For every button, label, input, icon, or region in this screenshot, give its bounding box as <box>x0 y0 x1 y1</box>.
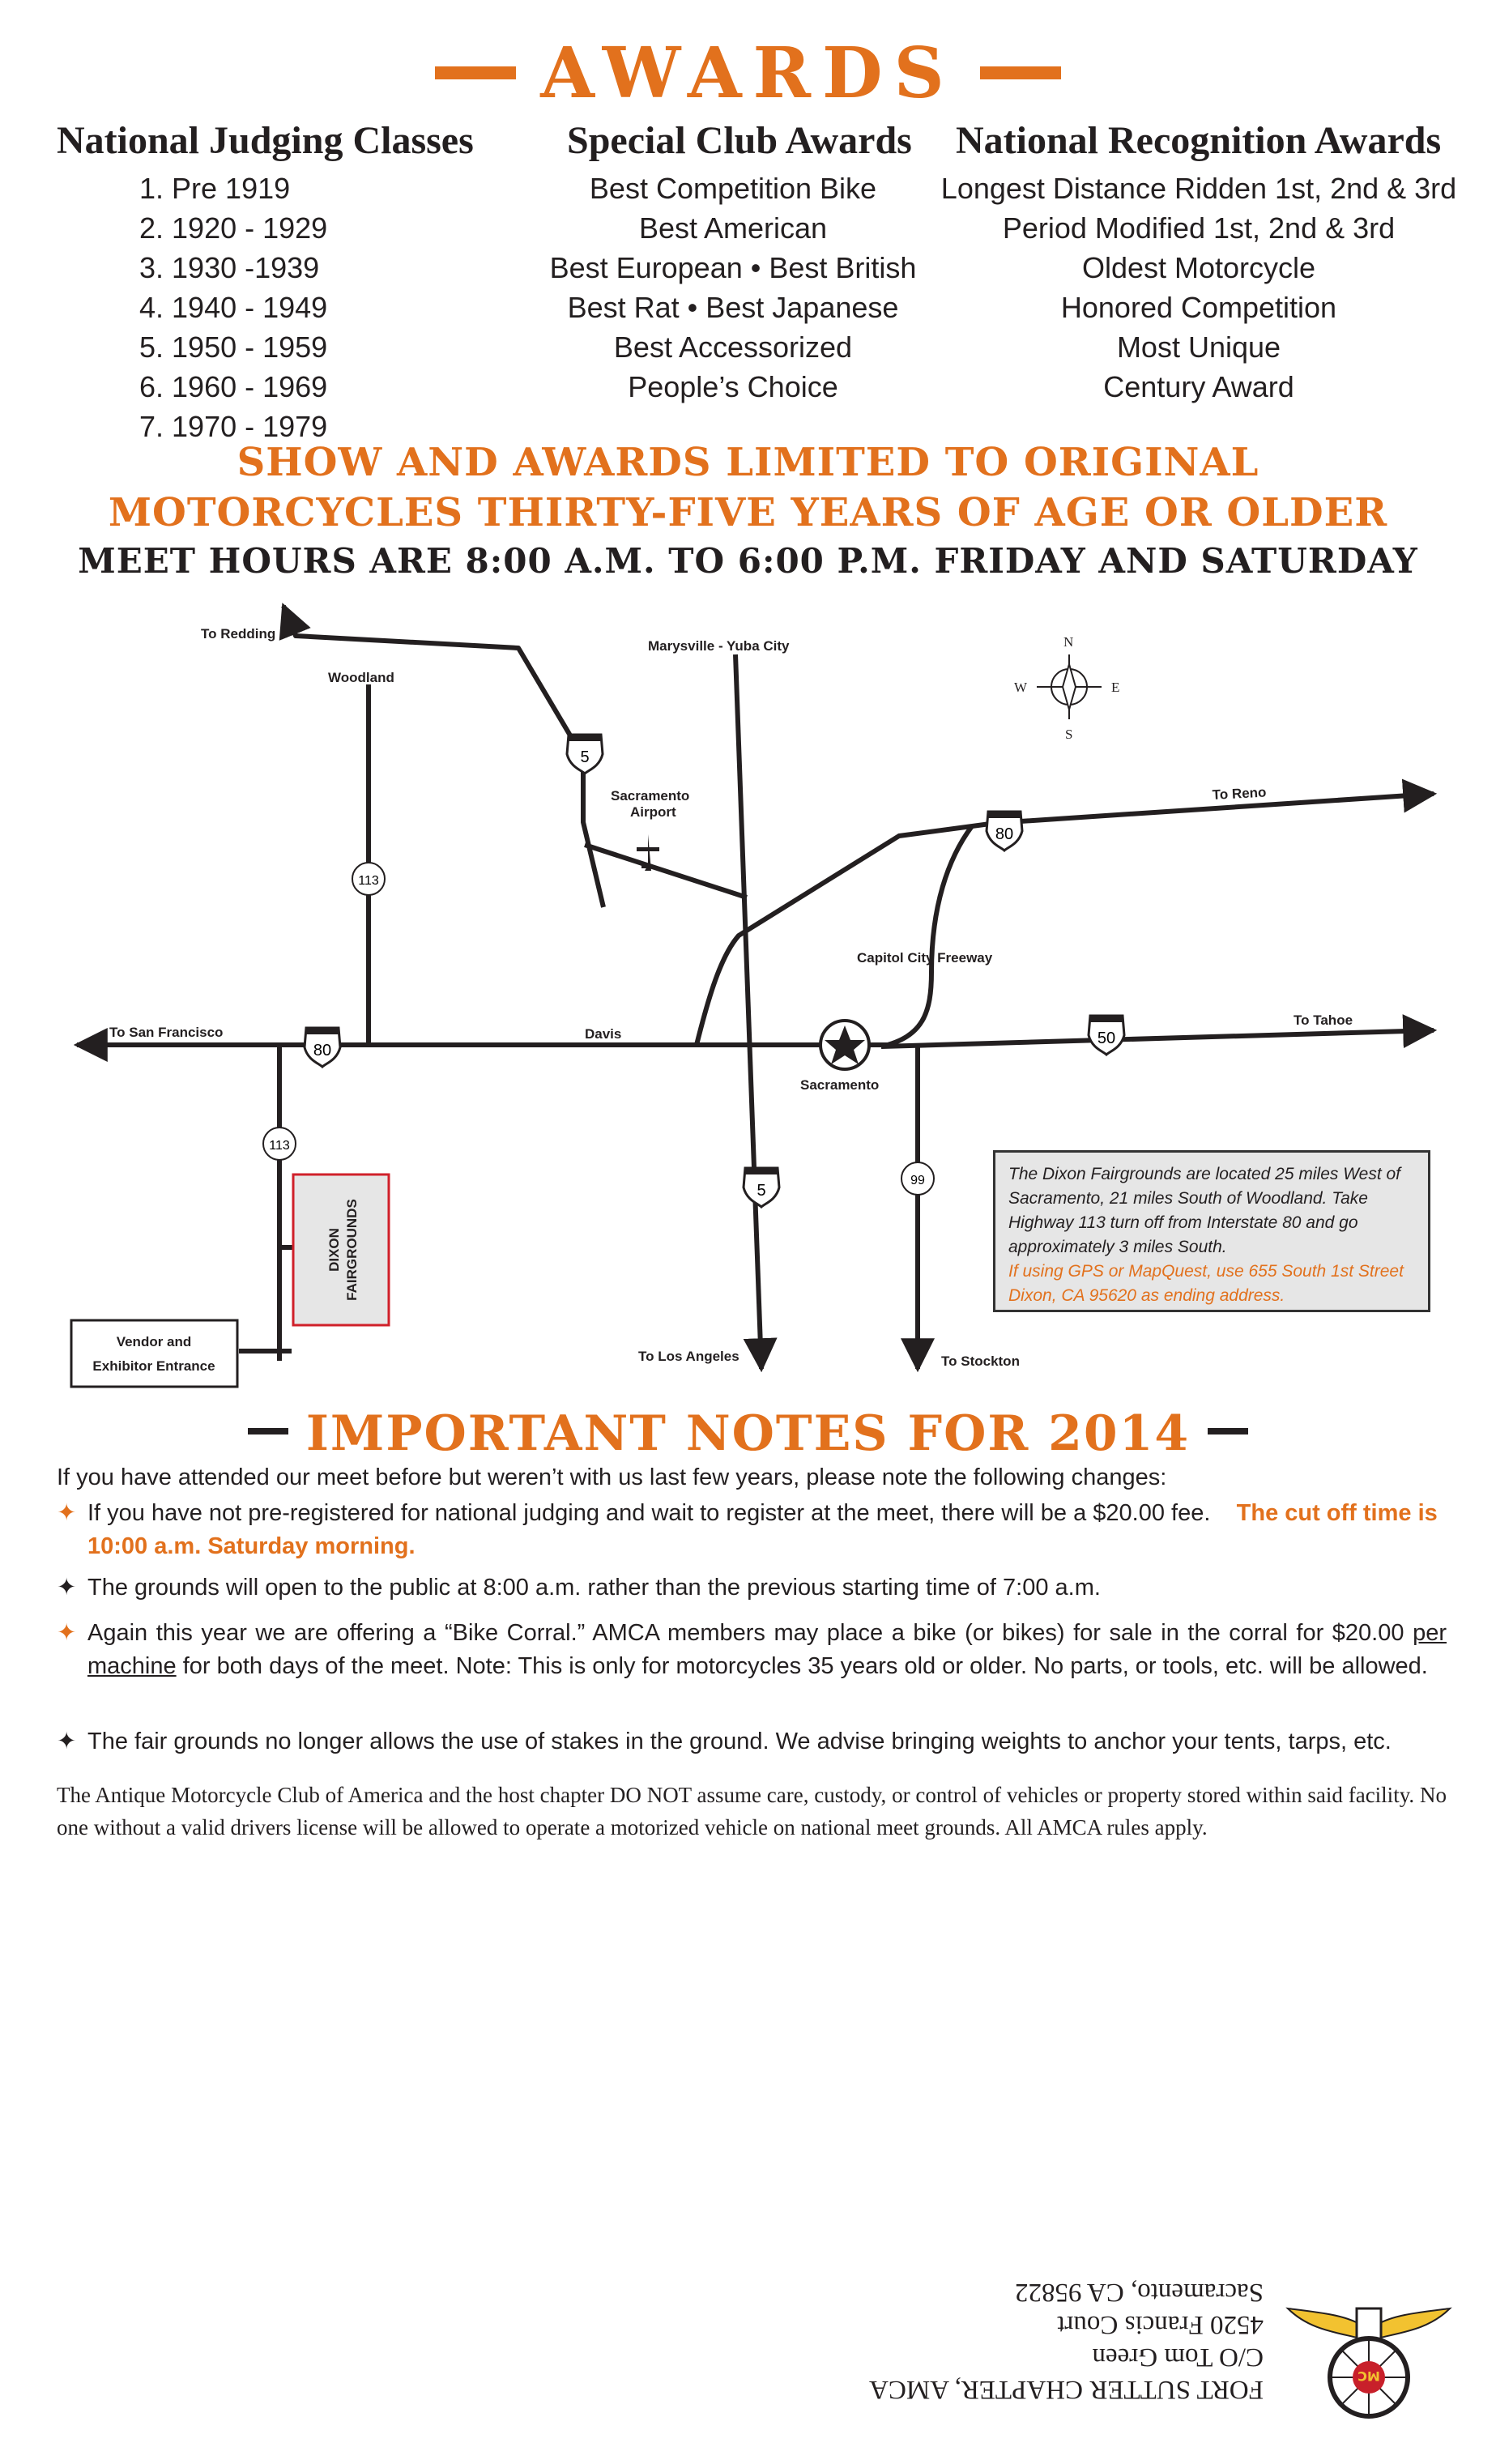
list-item: Honored Competition <box>1060 291 1337 324</box>
label-sac-airport-1: Sacramento <box>611 788 690 804</box>
label-woodland: Woodland <box>328 670 394 685</box>
list-item: 5. 1950 - 1959 <box>139 330 328 364</box>
list-item: Best American <box>638 211 828 245</box>
compass-s: S <box>1065 727 1073 742</box>
shield-hwy99 <box>901 1162 934 1195</box>
notes-intro: If you have attended our meet before but weren’t with us last few years, please note the following changes: <box>57 1464 1167 1490</box>
compass-n: N <box>1063 634 1074 650</box>
age-limit-line-2: MOTORCYCLES THIRTY-FIVE YEARS OF AGE OR OLDER <box>108 490 1388 535</box>
label-capitol-city: Capitol City Freeway <box>857 950 993 966</box>
compass-icon <box>1037 654 1102 719</box>
address-line-4: Sacramento, CA 95822 <box>1014 2278 1264 2307</box>
label-to-reno: To Reno <box>1212 784 1267 803</box>
note-item-1 <box>57 1497 1447 1563</box>
list-item: Most Unique <box>1116 330 1281 364</box>
list-item: Period Modified 1st, 2nd & 3rd <box>1002 211 1396 245</box>
list-item: Oldest Motorcycle <box>1081 251 1316 284</box>
note3-text-a: Again this year we are offering a “Bike Corral.” AMCA members may place a bike (or bikes) for sale in the corral for $20.00 <box>87 1620 1404 1646</box>
shield-i5-south <box>744 1168 779 1207</box>
address-line-2: C/O Tom Green <box>1092 2343 1264 2372</box>
shield-i80-east <box>987 812 1022 850</box>
judging-classes-heading: National Judging Classes <box>57 119 474 162</box>
label-marysville: Marysville - Yuba City <box>648 638 790 654</box>
shield-i5-south-label: 5 <box>757 1182 766 1200</box>
notes-dash-left <box>248 1428 288 1434</box>
road-us50 <box>881 1030 1434 1047</box>
list-item: 4. 1940 - 1949 <box>139 291 328 324</box>
shield-hwy113-south-label: 113 <box>269 1139 290 1153</box>
return-address <box>810 2276 1264 2406</box>
title-dash-right <box>980 66 1061 79</box>
list-item: Best Rat • Best Japanese <box>567 291 899 324</box>
road-i5-south <box>735 654 761 1369</box>
shield-i80-west <box>305 1028 340 1067</box>
road-i80-east <box>697 794 1434 1045</box>
label-sac-airport-2: Airport <box>630 804 676 820</box>
label-davis: Davis <box>585 1026 622 1042</box>
notes-dash-right <box>1208 1428 1248 1434</box>
label-to-stockton: To Stockton <box>941 1353 1020 1369</box>
label-dixon-2: FAIRGROUNDS <box>344 1199 360 1301</box>
list-item: 6. 1960 - 1969 <box>139 370 328 403</box>
list-item: 3. 1930 -1939 <box>139 251 320 284</box>
note2-text: The grounds will open to the public at 8:00 a.m. rather than the previous starting time of 7:00 a.m. <box>87 1575 1101 1601</box>
age-limit-headline <box>0 437 1496 538</box>
star-bullet-icon: ✦ <box>57 1500 77 1526</box>
list-item: Longest Distance Ridden 1st, 2nd & 3rd <box>940 172 1457 205</box>
shield-i5-north-label: 5 <box>580 748 590 766</box>
sacramento-star-icon <box>820 1021 869 1069</box>
shield-hwy113-north-label: 113 <box>358 874 379 888</box>
shield-us50 <box>1089 1016 1124 1055</box>
note3-per: per <box>1413 1620 1447 1646</box>
vendor-entrance-box <box>71 1320 237 1387</box>
road-capitol-city <box>881 826 972 1047</box>
shield-us50-label: 50 <box>1097 1030 1116 1047</box>
amca-winged-wheel-logo <box>1280 2276 1458 2454</box>
shield-hwy113-south <box>263 1128 296 1160</box>
list-item: Best Competition Bike <box>589 172 877 205</box>
club-awards-heading: Special Club Awards <box>567 119 912 162</box>
note3-text-b: for both days of the meet. Note: This is only for motorcycles 35 years old or older. No parts, or tools, etc. will be allowed. <box>182 1653 1428 1679</box>
shield-i5-north <box>567 735 603 774</box>
list-item: People’s Choice <box>628 370 838 403</box>
age-limit-line-1: SHOW AND AWARDS LIMITED TO ORIGINAL <box>237 440 1259 485</box>
meet-hours: MEET HOURS ARE 8:00 A.M. TO 6:00 P.M. FRIDAY AND SATURDAY <box>78 541 1418 581</box>
note3-machine: machine <box>87 1653 177 1679</box>
list-item: Century Award <box>1103 370 1294 403</box>
directions-info-box <box>993 1150 1430 1312</box>
list-item: 1. Pre 1919 <box>139 172 291 205</box>
list-item: Best European • Best British <box>549 251 917 284</box>
address-line-1: FORT SUTTER CHAPTER, AMCA <box>869 2375 1264 2404</box>
awards-title-text: AWARDS <box>540 32 956 114</box>
gps-address-text: If using GPS or MapQuest, use 655 South 1st Street Dixon, CA 95620 as ending address. <box>1008 1262 1404 1305</box>
star-bullet-icon: ✦ <box>57 1575 77 1601</box>
note1-text: If you have not pre-registered for national judging and wait to register at the meet, there will be a $20.00 fee. <box>87 1500 1211 1526</box>
compass-e: E <box>1111 680 1120 695</box>
note-item-2 <box>57 1571 1447 1605</box>
label-to-redding: To Redding <box>201 626 276 642</box>
label-vendor-2: Exhibitor Entrance <box>92 1358 215 1374</box>
shield-hwy113-north <box>352 863 385 895</box>
list-item: Best Accessorized <box>613 330 853 364</box>
judging-classes-list <box>139 168 327 446</box>
title-dash-left <box>435 66 516 79</box>
list-item: 2. 1920 - 1929 <box>139 211 328 245</box>
club-awards-list <box>518 168 948 407</box>
recognition-awards-list <box>931 168 1466 407</box>
star-bullet-icon: ✦ <box>57 1620 77 1646</box>
list-item: 7. 1970 - 1979 <box>139 410 328 443</box>
label-dixon-1: DIXON <box>326 1228 342 1272</box>
note1-cutoff: The cut off time is 10:00 a.m. Saturday morning. <box>87 1500 1438 1559</box>
important-notes-title <box>0 1405 1496 1462</box>
label-vendor-1: Vendor and <box>116 1334 192 1349</box>
recognition-awards-heading: National Recognition Awards <box>956 119 1442 162</box>
label-to-tahoe: To Tahoe <box>1294 1012 1353 1028</box>
important-notes-title-text: IMPORTANT NOTES FOR 2014 <box>305 1405 1191 1462</box>
road-i5-north <box>283 606 603 907</box>
shield-i80-west-label: 80 <box>313 1042 332 1059</box>
star-bullet-icon: ✦ <box>57 1729 77 1754</box>
shield-hwy99-label: 99 <box>910 1174 925 1187</box>
road-airport <box>585 845 747 897</box>
logo-badge-text: MC <box>1357 2368 1380 2384</box>
address-line-3: 4520 Francis Court <box>1057 2310 1264 2339</box>
note4-text: The fair grounds no longer allows the use of stakes in the ground. We advise bringing weights to anchor your tents, tarps, etc. <box>87 1729 1392 1754</box>
note-item-3 <box>57 1617 1447 1683</box>
directions-text: The Dixon Fairgrounds are located 25 miles West of Sacramento, 21 miles South of Woodland. Take Highway 113 turn off from Interstate 80 and go approximately 3 miles South. <box>1008 1165 1401 1256</box>
note-item-4 <box>57 1725 1447 1758</box>
awards-title <box>0 32 1496 114</box>
label-to-los-angeles: To Los Angeles <box>638 1349 739 1364</box>
compass-w: W <box>1014 680 1028 695</box>
label-sacramento: Sacramento <box>800 1077 880 1093</box>
label-to-san-francisco: To San Francisco <box>109 1025 224 1040</box>
shield-i80-east-label: 80 <box>995 825 1014 843</box>
disclaimer: The Antique Motorcycle Club of America and the host chapter DO NOT assume care, custody, or control of vehicles or property stored within said facility. No one without a valid drivers license will be allowed to operate a motorized vehicle on national meet grounds. All AMCA rules apply. <box>57 1783 1447 1839</box>
